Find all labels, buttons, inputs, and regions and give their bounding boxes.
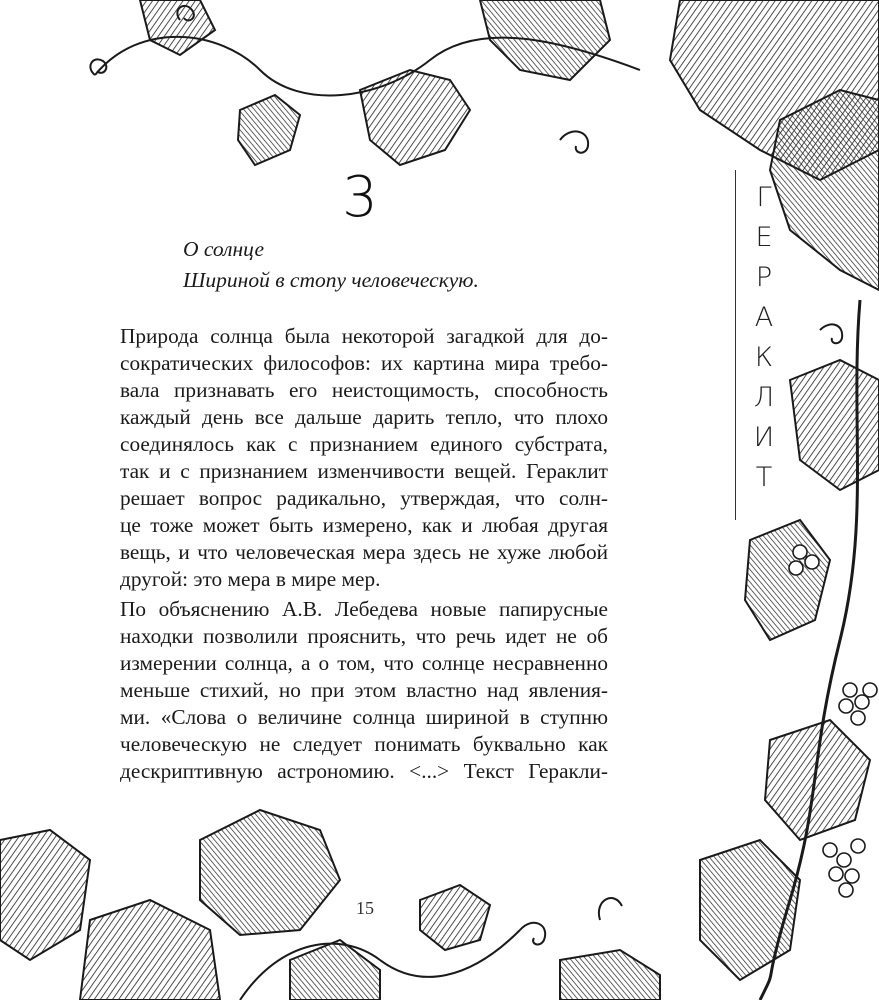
grape: [823, 843, 837, 857]
vine-leaf: [140, 0, 215, 55]
text-line: решает вопрос радикально, утверждая, что солн-: [120, 486, 608, 510]
grape: [839, 883, 853, 897]
running-title-letter: Е: [755, 222, 773, 253]
epigraph-line: О солнце: [183, 237, 264, 261]
vine-leaf: [238, 95, 300, 165]
grape: [863, 683, 877, 697]
vine-leaf: [790, 360, 879, 490]
text-line: ми. «Слова о величине солнца шириной в ступню: [120, 705, 608, 729]
vine-tendril: [520, 923, 545, 945]
chapter-number: 3: [342, 165, 378, 230]
running-title-letter: Л: [753, 382, 775, 413]
running-title-rule: [735, 170, 736, 520]
vine-tendril: [820, 324, 842, 343]
grape: [829, 867, 843, 881]
epigraph-line: Шириной в стопу человеческую.: [183, 268, 479, 292]
grape: [845, 869, 859, 883]
epigraph: [183, 234, 583, 296]
grape: [793, 545, 807, 559]
vine-tendril: [560, 131, 588, 152]
running-title-letter: Г: [756, 182, 772, 213]
running-title-letter: А: [754, 302, 774, 333]
running-title-letter: Т: [755, 462, 773, 493]
paragraph-2: [120, 596, 608, 785]
grape: [837, 853, 851, 867]
grape: [805, 555, 819, 569]
vine-tendril: [599, 898, 622, 920]
text-line: соединялось как с признанием единого субстрата,: [120, 432, 608, 456]
vine-leaf: [420, 885, 490, 950]
grape: [789, 561, 803, 575]
text-line: так и с признанием изменчивости вещей. Гераклит: [120, 459, 608, 483]
text-line: Природа солнца была некоторой загадкой для до-: [120, 324, 608, 348]
text-line: измерении солнца, а о том, что солнце несравненно: [120, 651, 608, 675]
vine-leaf: [745, 520, 830, 640]
paragraph-1: [120, 323, 608, 593]
text-line: каждый день все дальше дарить тепло, что плохо: [120, 405, 608, 429]
text-line: находки позволили прояснить, что речь идет не об: [120, 624, 608, 648]
grape: [851, 711, 865, 725]
vine-leaf: [480, 0, 610, 80]
vine-leaf: [560, 950, 660, 1000]
text-line: меньше стихий, но при этом властно над явления-: [120, 678, 608, 702]
vine-leaf: [0, 830, 90, 960]
grape: [839, 699, 853, 713]
vine-leaf: [765, 720, 870, 840]
text-line: вещь, и что человеческая мера здесь не хуже любой: [120, 540, 608, 564]
vine-leaf: [80, 900, 220, 1000]
text-line: По объяснению А.В. Лебедева новые папирусные: [120, 597, 608, 621]
vine-leaf: [770, 90, 879, 290]
text-line: вала признавать его неистощимость, способность: [120, 378, 608, 402]
text-line: це тоже может быть измерено, как и любая другая: [120, 513, 608, 537]
text-line: сократических философов: их картина мира требо-: [120, 351, 608, 375]
text-line: другой: это мера в мире мер.: [120, 567, 381, 591]
grape: [851, 839, 865, 853]
vine-tendril: [90, 59, 106, 75]
text-line: дескриптивную астрономию. <...> Текст Геракли-: [120, 759, 608, 783]
text-line: человеческую не следует понимать буквально как: [120, 732, 608, 756]
grape: [843, 683, 857, 697]
running-title-letter: И: [753, 422, 775, 453]
vine-leaf: [200, 810, 340, 935]
page-number: 15: [356, 898, 374, 918]
vine-leaf: [360, 70, 470, 165]
running-title-letter: К: [754, 342, 774, 373]
running-title-letter: Р: [755, 262, 773, 293]
running-title: [744, 178, 784, 498]
vine-leaf: [700, 840, 800, 980]
